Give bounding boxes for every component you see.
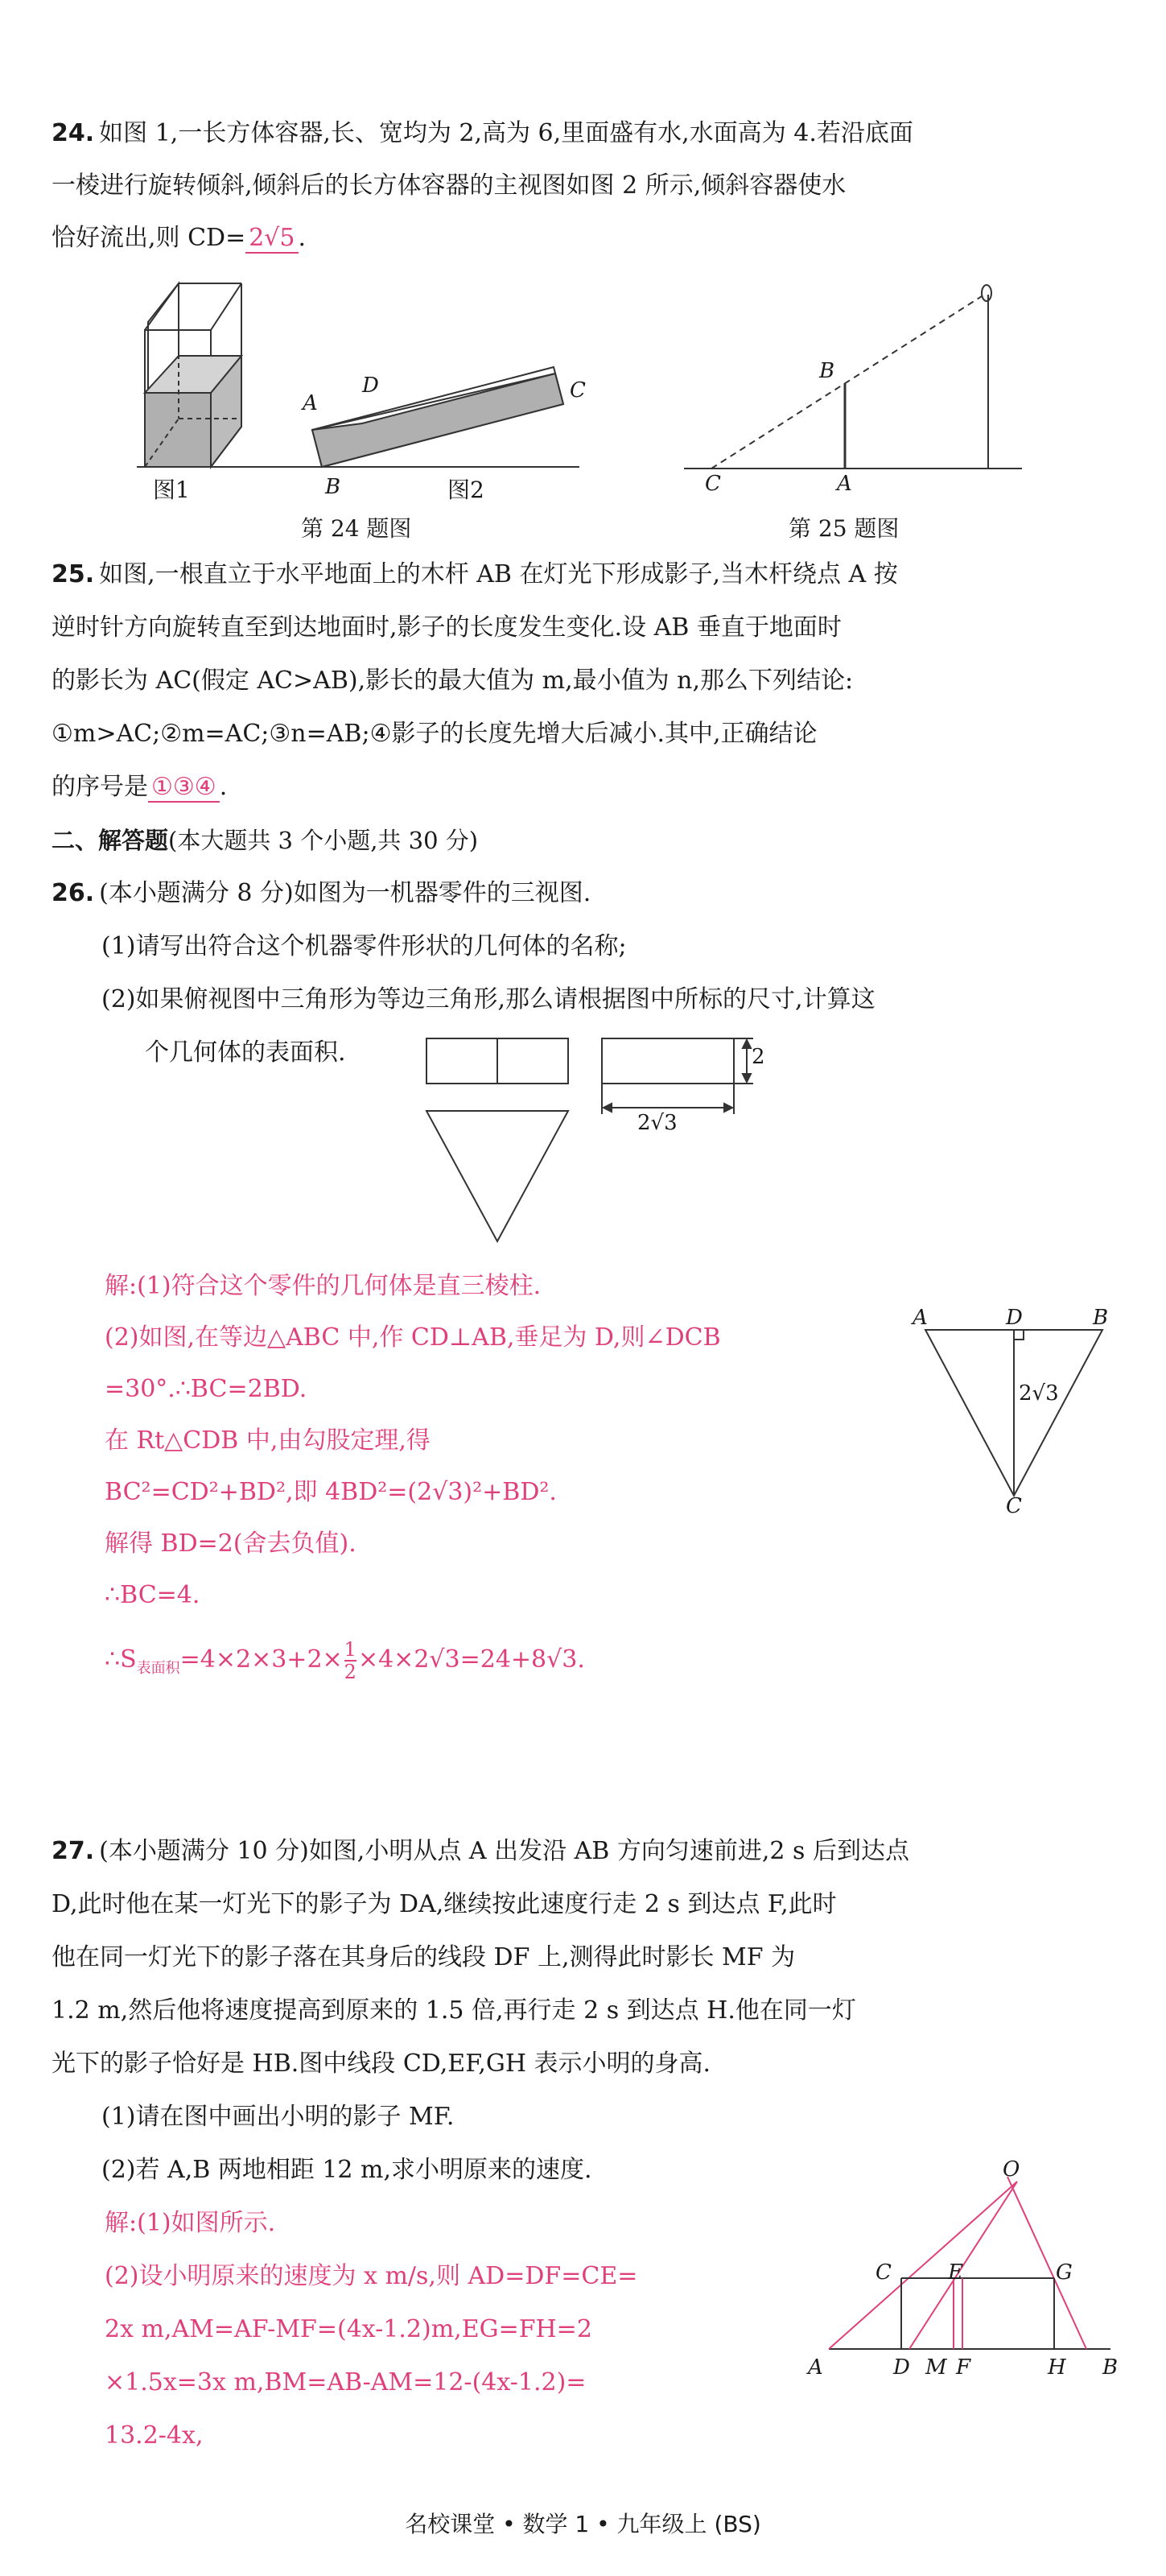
- q27-label-H: H: [1048, 2355, 1066, 2380]
- q26-solution-7: ∴BC=4.: [105, 1581, 200, 1609]
- q25-line-5: 的序号是 ①③④ .: [52, 773, 228, 801]
- q27-label-B: B: [1102, 2355, 1119, 2380]
- q27-solution-5: 13.2-4x,: [105, 2421, 204, 2450]
- q25-label-C: C: [705, 472, 721, 496]
- q27-label-M: M: [925, 2355, 947, 2380]
- q26-line-1: 26. (本小题满分 8 分)如图为一机器零件的三视图.: [52, 879, 591, 907]
- q25-lamp: [982, 285, 991, 301]
- q24-line-2: 一棱进行旋转倾斜,倾斜后的长方体容器的主视图如图 2 所示,倾斜容器使水: [52, 171, 847, 200]
- q27-line-4: 1.2 m,然后他将速度提高到原来的 1.5 倍,再行走 2 s 到达点 H.他在同一灯: [52, 1996, 856, 2025]
- page-footer: 名校课堂 • 数学 1 • 九年级上 (BS): [405, 2511, 761, 2537]
- q25-line-2: 逆时针方向旋转直至到达地面时,影子的长度发生变化.设 AB 垂直于地面时: [52, 613, 842, 642]
- q24-line-3: 恰好流出,则 CD= 2√5 .: [52, 224, 307, 252]
- q26-solution-2: (2)如图,在等边△ABC 中,作 CD⊥AB,垂足为 D,则∠DCB: [105, 1323, 721, 1352]
- q27-number: 27.: [52, 1837, 95, 1865]
- q26-solution-4: 在 Rt△CDB 中,由勾股定理,得: [105, 1426, 431, 1455]
- q24-answer: 2√5: [245, 224, 298, 254]
- q27-label-A: A: [808, 2355, 823, 2380]
- section-2-heading: 二、解答题(本大题共 3 个小题,共 30 分): [52, 827, 479, 854]
- q25-light-ray: [711, 296, 982, 469]
- q27-solution-1: 解:(1)如图所示.: [105, 2209, 276, 2237]
- q24-fig2-caption: 图2: [447, 477, 484, 503]
- q27-sub-2: (2)若 A,B 两地相距 12 m,求小明原来的速度.: [101, 2156, 592, 2184]
- q25-label-B: B: [819, 359, 835, 383]
- q27-solution-2: (2)设小明原来的速度为 x m/s,则 AD=DF=CE=: [105, 2262, 638, 2290]
- q26-top-view-triangle: [426, 1111, 568, 1241]
- q27-line-1: 27. (本小题满分 10 分)如图,小明从点 A 出发沿 AB 方向匀速前进,2 s 后到达点: [52, 1837, 909, 1865]
- q27-line-3: 他在同一灯光下的影子落在其身后的线段 DF 上,测得此时影长 MF 为: [52, 1943, 796, 1971]
- q26-dim-height: 2: [752, 1045, 765, 1069]
- q26-solution-6: 解得 BD=2(舍去负值).: [105, 1530, 356, 1558]
- q27-line-5: 光下的影子恰好是 HB.图中线段 CD,EF,GH 表示小明的身高.: [52, 2050, 711, 2078]
- q26-sub-1: (1)请写出符合这个机器零件形状的几何体的名称;: [101, 932, 627, 960]
- q26-sub-2a: (2)如果俯视图中三角形为等边三角形,那么请根据图中所标的尺寸,计算这: [101, 985, 876, 1013]
- q27-label-D: D: [893, 2355, 910, 2380]
- q24-fig1-cuboid: [145, 283, 241, 467]
- q25-answer: ①③④: [148, 773, 220, 803]
- q24-line-1: 24. 如图 1,一长方体容器,长、宽均为 2,高为 6,里面盛有水,水面高为 4.若沿底面: [52, 119, 913, 147]
- q27-person-heights: [901, 2278, 1054, 2349]
- q24-label-D: D: [362, 374, 379, 398]
- q27-label-C: C: [876, 2260, 892, 2285]
- q27-label-G: G: [1056, 2260, 1073, 2285]
- q26-number: 26.: [52, 879, 95, 907]
- q26-tri-label-A: A: [913, 1306, 928, 1330]
- q26-dim-width: 2√3: [637, 1111, 678, 1135]
- q26-sub-2b: 个几何体的表面积.: [145, 1038, 346, 1067]
- q26-tri-label-B: B: [1093, 1306, 1109, 1330]
- q25-figure: [684, 282, 1030, 491]
- q24-fig2-tilted: [312, 367, 563, 467]
- q27-line-2: D,此时他在某一灯光下的影子为 DA,继续按此速度行走 2 s 到达点 F,此时: [52, 1890, 837, 1918]
- q26-tri-label-D: D: [1006, 1306, 1023, 1330]
- q27-label-E: E: [948, 2260, 963, 2285]
- q24-label-A: A: [303, 391, 318, 415]
- q26-side-view: [602, 1038, 734, 1084]
- q25-line-4: ①m>AC;②m=AC;③n=AB;④影子的长度先增大后减小.其中,正确结论: [52, 720, 818, 748]
- q24-label-C: C: [570, 378, 586, 402]
- q26-three-views: [418, 1030, 773, 1264]
- q24-number: 24.: [52, 119, 95, 147]
- q25-label-A: A: [837, 472, 852, 496]
- q26-tri-label-C: C: [1006, 1494, 1022, 1518]
- q27-solution-4: ×1.5x=3x m,BM=AB-AM=12-(4x-1.2)=: [105, 2368, 587, 2396]
- q24-caption: 第 24 题图: [301, 515, 412, 542]
- q27-solution-3: 2x m,AM=AF-MF=(4x-1.2)m,EG=FH=2: [105, 2315, 592, 2343]
- q26-fraction: $\frac{1}{2}$: [344, 1638, 356, 1683]
- q26-solution-5: BC²=CD²+BD²,即 4BD²=(2√3)²+BD².: [105, 1478, 557, 1506]
- q25-line-1: 25. 如图,一根直立于水平地面上的木杆 AB 在灯光下形成影子,当木杆绕点 A 按: [52, 560, 898, 588]
- q27-label-F: F: [956, 2355, 971, 2380]
- q26-solution-3: =30°.∴BC=2BD.: [105, 1375, 307, 1403]
- q25-number: 25.: [52, 560, 95, 588]
- q26-solution-8: $\therefore S_{表面积}=4\times 2\times 3+2\times$ $\frac{1}{2}$ ×4×2√3=24+8√3.: [105, 1638, 585, 1683]
- q27-sub-1: (1)请在图中画出小明的影子 MF.: [101, 2103, 455, 2131]
- q26-solution-triangle: [917, 1320, 1127, 1513]
- q26-tri-label-len: 2√3: [1019, 1381, 1059, 1406]
- q25-caption: 第 25 题图: [789, 515, 900, 542]
- q27-figure: [821, 2174, 1127, 2383]
- q27-label-O: O: [1003, 2157, 1020, 2182]
- q24-label-B: B: [325, 475, 341, 499]
- q26-solution-1: 解:(1)符合这个零件的几何体是直三棱柱.: [105, 1272, 542, 1300]
- q25-line-3: 的影长为 AC(假定 AC>AB),影长的最大值为 m,最小值为 n,那么下列结论:: [52, 667, 854, 695]
- q24-fig1-caption: 图1: [153, 477, 190, 503]
